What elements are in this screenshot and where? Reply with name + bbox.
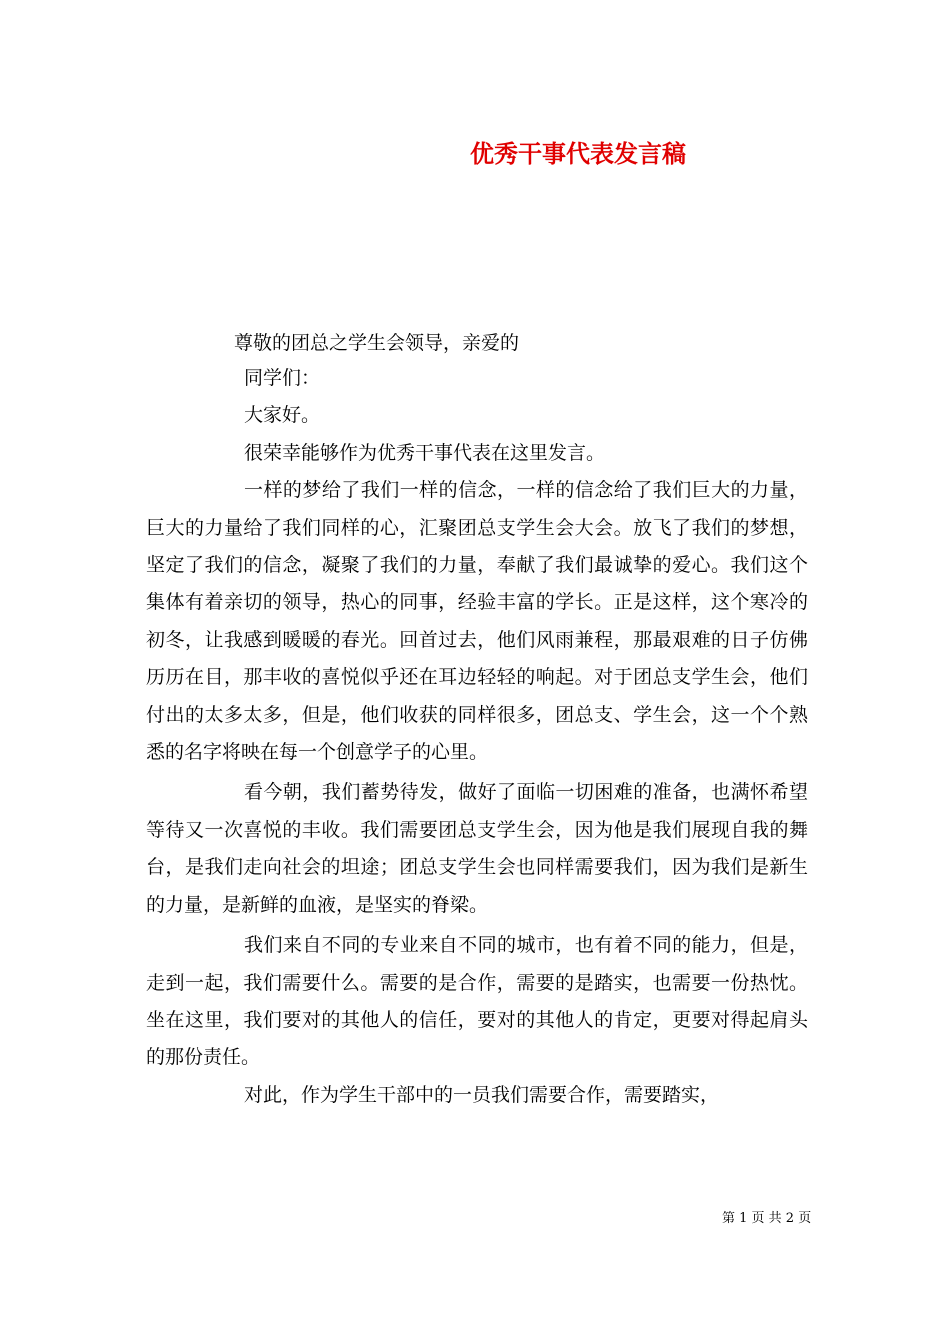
paragraph-body: 看今朝，我们蓄势待发，做好了面临一切困难的准备，也满怀希望等待又一次喜悦的丰收。我们需要团总支学生会，因为他是我们展现自我的舞台，是我们走向社会的坦途；团总支学生会也同样需要我们，因为我们是新生的力量，是新鲜的血液，是坚实的脊梁。 [146,781,808,916]
paragraph-body: 一样的梦给了我们一样的信念，一样的信念给了我们巨大的力量，巨大的力量给了我们同样的心，汇聚团总支学生会大会。放飞了我们的梦想，坚定了我们的信念，凝聚了我们的力量，奉献了我们最诚挚的爱心。我们这个集体有着亲切的领导，热心的同事，经验丰富的学长。正是这样，这个寒冷的初冬，让我感到暖暖的春光。回首过去，他们风雨兼程，那最艰难的日子仿佛历历在目，那丰收的喜悦似乎还在耳边轻轻的响起。对于团总支学生会，他们付出的太多太多，但是，他们收获的同样很多，团总支、学生会，这一个个熟悉的名字将映在每一个创意学子的心里。 [146,479,808,764]
paragraph-honor: 很荣幸能够作为优秀干事代表在这里发言。 [244,441,606,464]
salutation-line: 尊敬的团总之学生会领导，亲爱的 [234,332,520,354]
paragraph-body: 对此，作为学生干部中的一员我们需要合作，需要踏实， [244,1083,720,1106]
page-number-footer: 第 1 页 共 2 页 [722,1211,812,1226]
document-body [146,360,808,1114]
paragraph-body: 我们来自不同的专业来自不同的城市，也有着不同的能力，但是，走到一起，我们需要什么。需要的是合作，需要的是踏实，也需要一份热忱。坐在这里，我们要对的其他人的信任，要对的其他人的肯定，更要对得起肩头的那份责任。 [146,934,808,1069]
paragraph-hello: 大家好。 [244,404,321,427]
document-title: 优秀干事代表发言稿 [470,139,686,168]
paragraph-greeting-continuation: 同学们： [244,367,321,389]
